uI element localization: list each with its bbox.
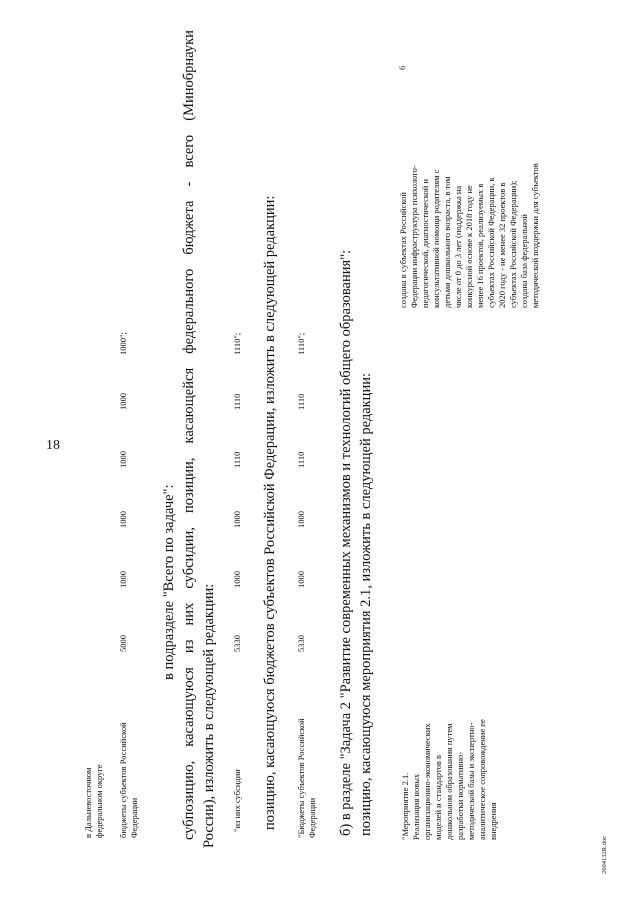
- result-line: детьми дошкольного возраста, в том: [442, 176, 452, 308]
- result-line: субъектах Российской Федерации, к: [486, 177, 496, 308]
- column-number: 6: [397, 65, 407, 70]
- para1-word: субсидии,: [181, 527, 197, 589]
- para1-line1: в подразделе "Всего по задаче":: [161, 484, 177, 680]
- para1-word: касающуюся: [181, 667, 197, 747]
- para1-word: касающейся: [181, 367, 197, 444]
- measure-line: дошкольном образовании путем: [444, 723, 454, 840]
- result-line: субъектах Российской Федерации);: [508, 180, 518, 308]
- result-line: методической поддержки для субъектов: [530, 163, 540, 308]
- table3-label-line2: Федерации: [307, 797, 317, 838]
- table2-value: 1000: [232, 511, 242, 528]
- measure-line: организационно-экономических: [422, 723, 432, 840]
- table3-value: 1000: [296, 571, 306, 588]
- result-line: педагогической, диагностической и: [420, 178, 430, 308]
- table1-row-label-line1: бюджеты субъектов Российской: [118, 722, 128, 838]
- para1-word: них: [181, 602, 197, 626]
- result-line: создана в субъектах Российской: [398, 192, 408, 308]
- para2-line1: позицию, касающуюся бюджетов субъектов Российской Федерации, изложить в следующей редакции:: [262, 195, 278, 830]
- table1-value: 1000: [118, 571, 128, 588]
- measure-line: внедрения: [488, 802, 498, 840]
- table3-value: 1000: [296, 511, 306, 528]
- result-line: создана база федеральной: [519, 214, 529, 308]
- para1-word: всего: [181, 134, 197, 168]
- measure-line: аналитическое сопровождение ее: [477, 719, 487, 840]
- measure-line: разработки нормативно-: [455, 751, 465, 840]
- result-line: 2020 году - не менее 32 проектов в: [497, 182, 507, 308]
- table2-label: "из них субсидии: [232, 769, 242, 832]
- table3-value: 5330: [296, 635, 306, 652]
- measure-line: моделей и стандартов в: [433, 755, 443, 840]
- table2-value: 1110: [232, 451, 242, 468]
- measure-line: Реализация новых: [411, 773, 421, 840]
- table1-row-label-line2: Федерации: [129, 797, 139, 838]
- result-line: менее 16 проектов, реализуемых в: [475, 183, 485, 308]
- result-line: консультативной помощи родителям с: [431, 169, 441, 308]
- para1-word: -: [181, 181, 197, 187]
- table1-value: 1000: [118, 393, 128, 410]
- measure-line: "Мероприятие 2.1.: [400, 772, 410, 840]
- table3-label-line1: "Бюджеты субъектов Российской: [296, 718, 306, 838]
- page-number: 18: [46, 438, 60, 453]
- para1-word: федерального: [181, 268, 197, 354]
- table1-region-line2: федеральном округе: [94, 764, 104, 838]
- table2-value: 1110";: [232, 332, 242, 355]
- table3-value: 1110: [296, 451, 306, 468]
- result-line: числе от 0 до 3 лет (поддержка на: [453, 185, 463, 308]
- table2-value: 1110: [232, 393, 242, 410]
- para1-word: (Минобрнауки: [181, 30, 197, 121]
- table2-value: 5330: [232, 635, 242, 652]
- file-id: 2604132R.doc: [601, 835, 608, 874]
- table1-value: 1000: [118, 511, 128, 528]
- table2-value: 1000: [232, 571, 242, 588]
- para1-word: позиции,: [181, 457, 197, 514]
- measure-line: методической базы и экспертно-: [466, 722, 476, 840]
- table1-value: 5000: [118, 635, 128, 652]
- table1-region-line1: в Дальневосточном: [83, 767, 93, 838]
- table3-value: 1110";: [296, 332, 306, 355]
- para1-word: бюджета: [181, 200, 197, 255]
- para3-line2: позицию, касающуюся мероприятия 2.1, изложить в следующей редакции:: [358, 373, 374, 836]
- para1-line2: [181, 30, 198, 840]
- para1-word: из: [181, 639, 197, 654]
- para1-word: субпозицию,: [181, 760, 197, 840]
- table1-value: 1000: [118, 451, 128, 468]
- para1-line3: России), изложить в следующей редакции:: [201, 583, 217, 848]
- para3-line1: б) в разделе "Задача 2 "Развитие современных механизмов и технологий общего образования":: [338, 249, 354, 836]
- result-line: конкурсной основе к 2018 году не: [464, 185, 474, 308]
- table3-value: 1110: [296, 393, 306, 410]
- result-line: Федерации инфраструктура психолого-: [409, 165, 419, 308]
- table1-value: 1000";: [118, 332, 128, 355]
